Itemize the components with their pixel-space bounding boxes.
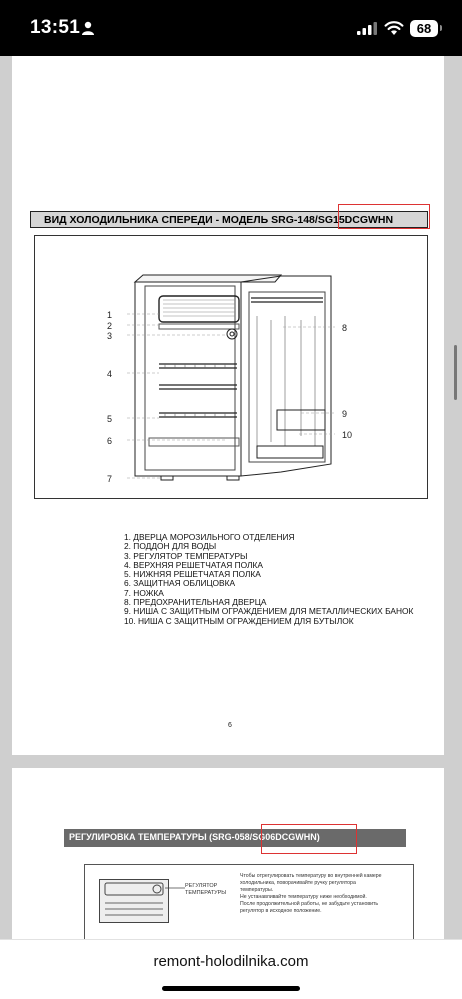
model-highlight	[338, 204, 430, 229]
legend-item: 2. ПОДДОН ДЛЯ ВОДЫ	[124, 541, 217, 552]
scroll-indicator[interactable]	[454, 345, 457, 400]
callout-label: 7	[107, 474, 113, 484]
callout-label: 6	[107, 436, 113, 446]
thermostat-callout: РЕГУЛЯТОР ТЕМПЕРАТУРЫ	[185, 883, 227, 896]
callout-label: 9	[342, 409, 348, 419]
person-icon	[81, 21, 95, 35]
diagram-title-prefix: ВИД ХОЛОДИЛЬНИКА СПЕРЕДИ - МОДЕЛЬ SRG-148/	[44, 214, 318, 226]
status-bar	[0, 0, 462, 56]
callout-label: 3	[107, 331, 113, 341]
temperature-title-prefix: РЕГУЛИРОВКА ТЕМПЕРАТУРЫ (SRG-058/	[69, 832, 253, 842]
refrigerator-illustration	[35, 236, 429, 500]
callout-label: 1	[107, 310, 113, 320]
legend-item: 7. НОЖКА	[124, 587, 164, 598]
signal-icon	[357, 22, 377, 35]
legend-item: 10. НИША С ЗАЩИТНЫМ ОГРАЖДЕНИЕМ ДЛЯ БУТЫЛОК	[124, 615, 354, 626]
fridge-interior-illustration	[99, 879, 169, 923]
legend-item: 3. РЕГУЛЯТОР ТЕМПЕРАТУРЫ	[124, 550, 248, 561]
temperature-title-model: SG06DCGWHN)	[252, 832, 320, 842]
battery-tip	[440, 25, 442, 31]
home-indicator[interactable]	[162, 986, 300, 991]
refrigerator-diagram	[34, 235, 428, 499]
legend-item: 1. ДВЕРЦА МОРОЗИЛЬНОГО ОТДЕЛЕНИЯ	[124, 532, 295, 542]
legend-item: 9. НИША С ЗАЩИТНЫМ ОГРАЖДЕНИЕМ ДЛЯ МЕТАЛЛИЧЕСКИХ БАНОК	[124, 606, 414, 617]
callout-label: 2	[107, 321, 113, 331]
callout-label: 8	[342, 323, 348, 333]
diagram-title-model: SG15DCGWHN	[317, 214, 394, 226]
document-viewer[interactable]	[0, 56, 462, 939]
legend-item: 6. ЗАЩИТНАЯ ОБЛИЦОВКА	[124, 578, 236, 589]
temperature-figure	[84, 864, 414, 939]
model-highlight	[261, 824, 357, 854]
document-page	[12, 135, 444, 755]
legend-item: 5. НИЖНЯЯ РЕШЕТЧАТАЯ ПОЛКА	[124, 569, 261, 580]
battery-indicator: 68	[410, 20, 438, 37]
legend-item: 4. ВЕРХНЯЯ РЕШЕТЧАТАЯ ПОЛКА	[124, 559, 264, 570]
callout-label: 10	[342, 430, 353, 440]
temperature-instructions: Чтобы отрегулировать температуру во внутренней камере холодильника, поворачивайте ручку регулятора температуры. Не устанавливайте температуру ниже необходимой. После продолжительной работы, не забудьте установить регулятор в исходное положение.	[240, 873, 382, 914]
legend-item: 8. ПРЕДОХРАНИТЕЛЬНАЯ ДВЕРЦА	[124, 597, 267, 608]
callout-label: 5	[107, 414, 113, 424]
status-time: 13:51	[30, 17, 81, 38]
callout-label: 4	[107, 369, 113, 379]
page-number: 6	[228, 722, 232, 729]
url-text[interactable]: remont-holodilnika.com	[153, 953, 309, 970]
document-page	[12, 768, 444, 939]
parts-legend	[124, 533, 413, 626]
wifi-icon	[384, 20, 404, 36]
